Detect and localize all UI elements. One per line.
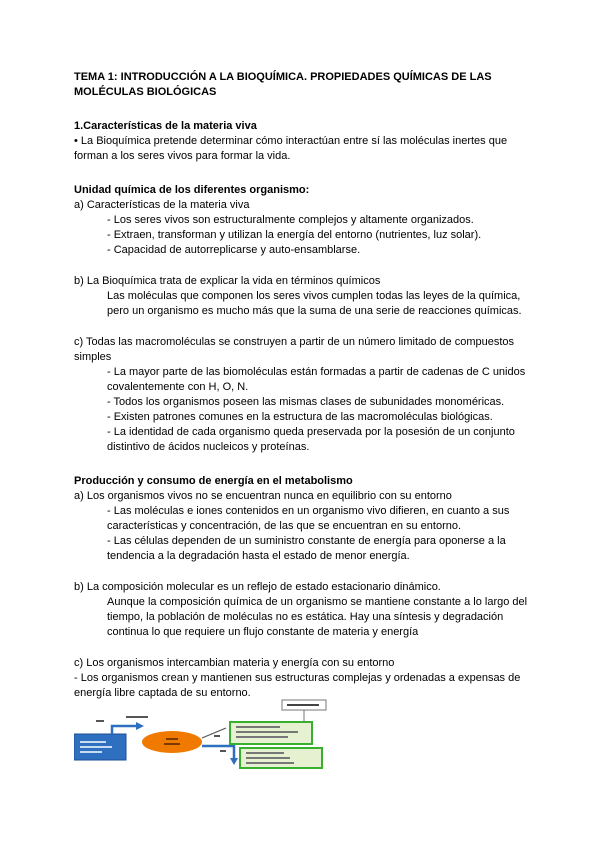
item-label: c) Todas las macromoléculas se construyen a partir de un número limitado de compuestos simples (74, 336, 515, 363)
paragraph: Las moléculas que componen los seres vivos cumplen todas las leyes de la química, pero un organismo es mucho más que la suma de una serie de reacciones químicas. (107, 290, 522, 317)
energy-flow-diagram (74, 698, 336, 770)
document-title: TEMA 1: INTRODUCCIÓN A LA BIOQUÍMICA. PROPIEDADES QUÍMICAS DE LAS MOLÉCULAS BIOLÓGICAS (74, 71, 492, 98)
item-label: c) Los organismos intercambian materia y energía con su entorno (74, 657, 395, 669)
section-heading-chemical-unity: Unidad química de los diferentes organismo: (74, 184, 310, 196)
item-label: a) Características de la materia viva (74, 199, 250, 211)
list-item: - Existen patrones comunes en la estructura de las macromoléculas biológicas. (107, 411, 493, 423)
energy-arrow (112, 726, 136, 734)
document-page (74, 70, 534, 701)
paragraph: Aunque la composición química de un organismo se mantiene constante a lo largo del tiempo, la población de moléculas no es estática. Hay una síntesis y degradación continua lo que requiere un flujo constante de materia y energía (107, 596, 528, 638)
item-label: b) La composición molecular es un reflejo de estado estacionario dinámico. (74, 581, 441, 593)
list-item: - Todos los organismos poseen las mismas clases de subunidades monoméricas. (107, 396, 505, 408)
organism-ellipse (142, 731, 202, 753)
paragraph: • La Bioquímica pretende determinar cómo interactúan entre sí las moléculas inertes que forman a los seres vivos para formar la vida. (74, 135, 508, 162)
list-item: - La identidad de cada organismo queda preservada por la posesión de un conjunto distintivo de ácidos nucleicos y proteínas. (107, 426, 515, 453)
list-item: - Las moléculas e iones contenidos en un organismo vivo difieren, en cuanto a sus características y concentración, de las que se encuentran en su entorno. (107, 505, 510, 532)
lower-arrow (202, 746, 234, 758)
list-item: - Capacidad de autorreplicarse y auto-ensamblarse. (107, 244, 361, 256)
section-heading-characteristics: 1.Características de la materia viva (74, 120, 257, 132)
paragraph: - Los organismos crean y mantienen sus estructuras complejas y ordenadas a expensas de energía libre captada de su entorno. (74, 672, 521, 699)
item-label: b) La Bioquímica trata de explicar la vida en términos químicos (74, 275, 381, 287)
section-heading-energy: Producción y consumo de energía en el metabolismo (74, 475, 353, 487)
list-item: - Los seres vivos son estructuralmente complejos y altamente organizados. (107, 214, 474, 226)
list-item: - La mayor parte de las biomoléculas están formadas a partir de cadenas de C unidos covalentemente con H, O, N. (107, 366, 526, 393)
list-item: - Extraen, transforman y utilizan la energía del entorno (nutrientes, luz solar). (107, 229, 482, 241)
item-label: a) Los organismos vivos no se encuentran nunca en equilibrio con su entorno (74, 490, 452, 502)
list-item: - Las células dependen de un suministro constante de energía para oponerse a la tendencia a la degradación hasta el estado de menor energía. (107, 535, 506, 562)
